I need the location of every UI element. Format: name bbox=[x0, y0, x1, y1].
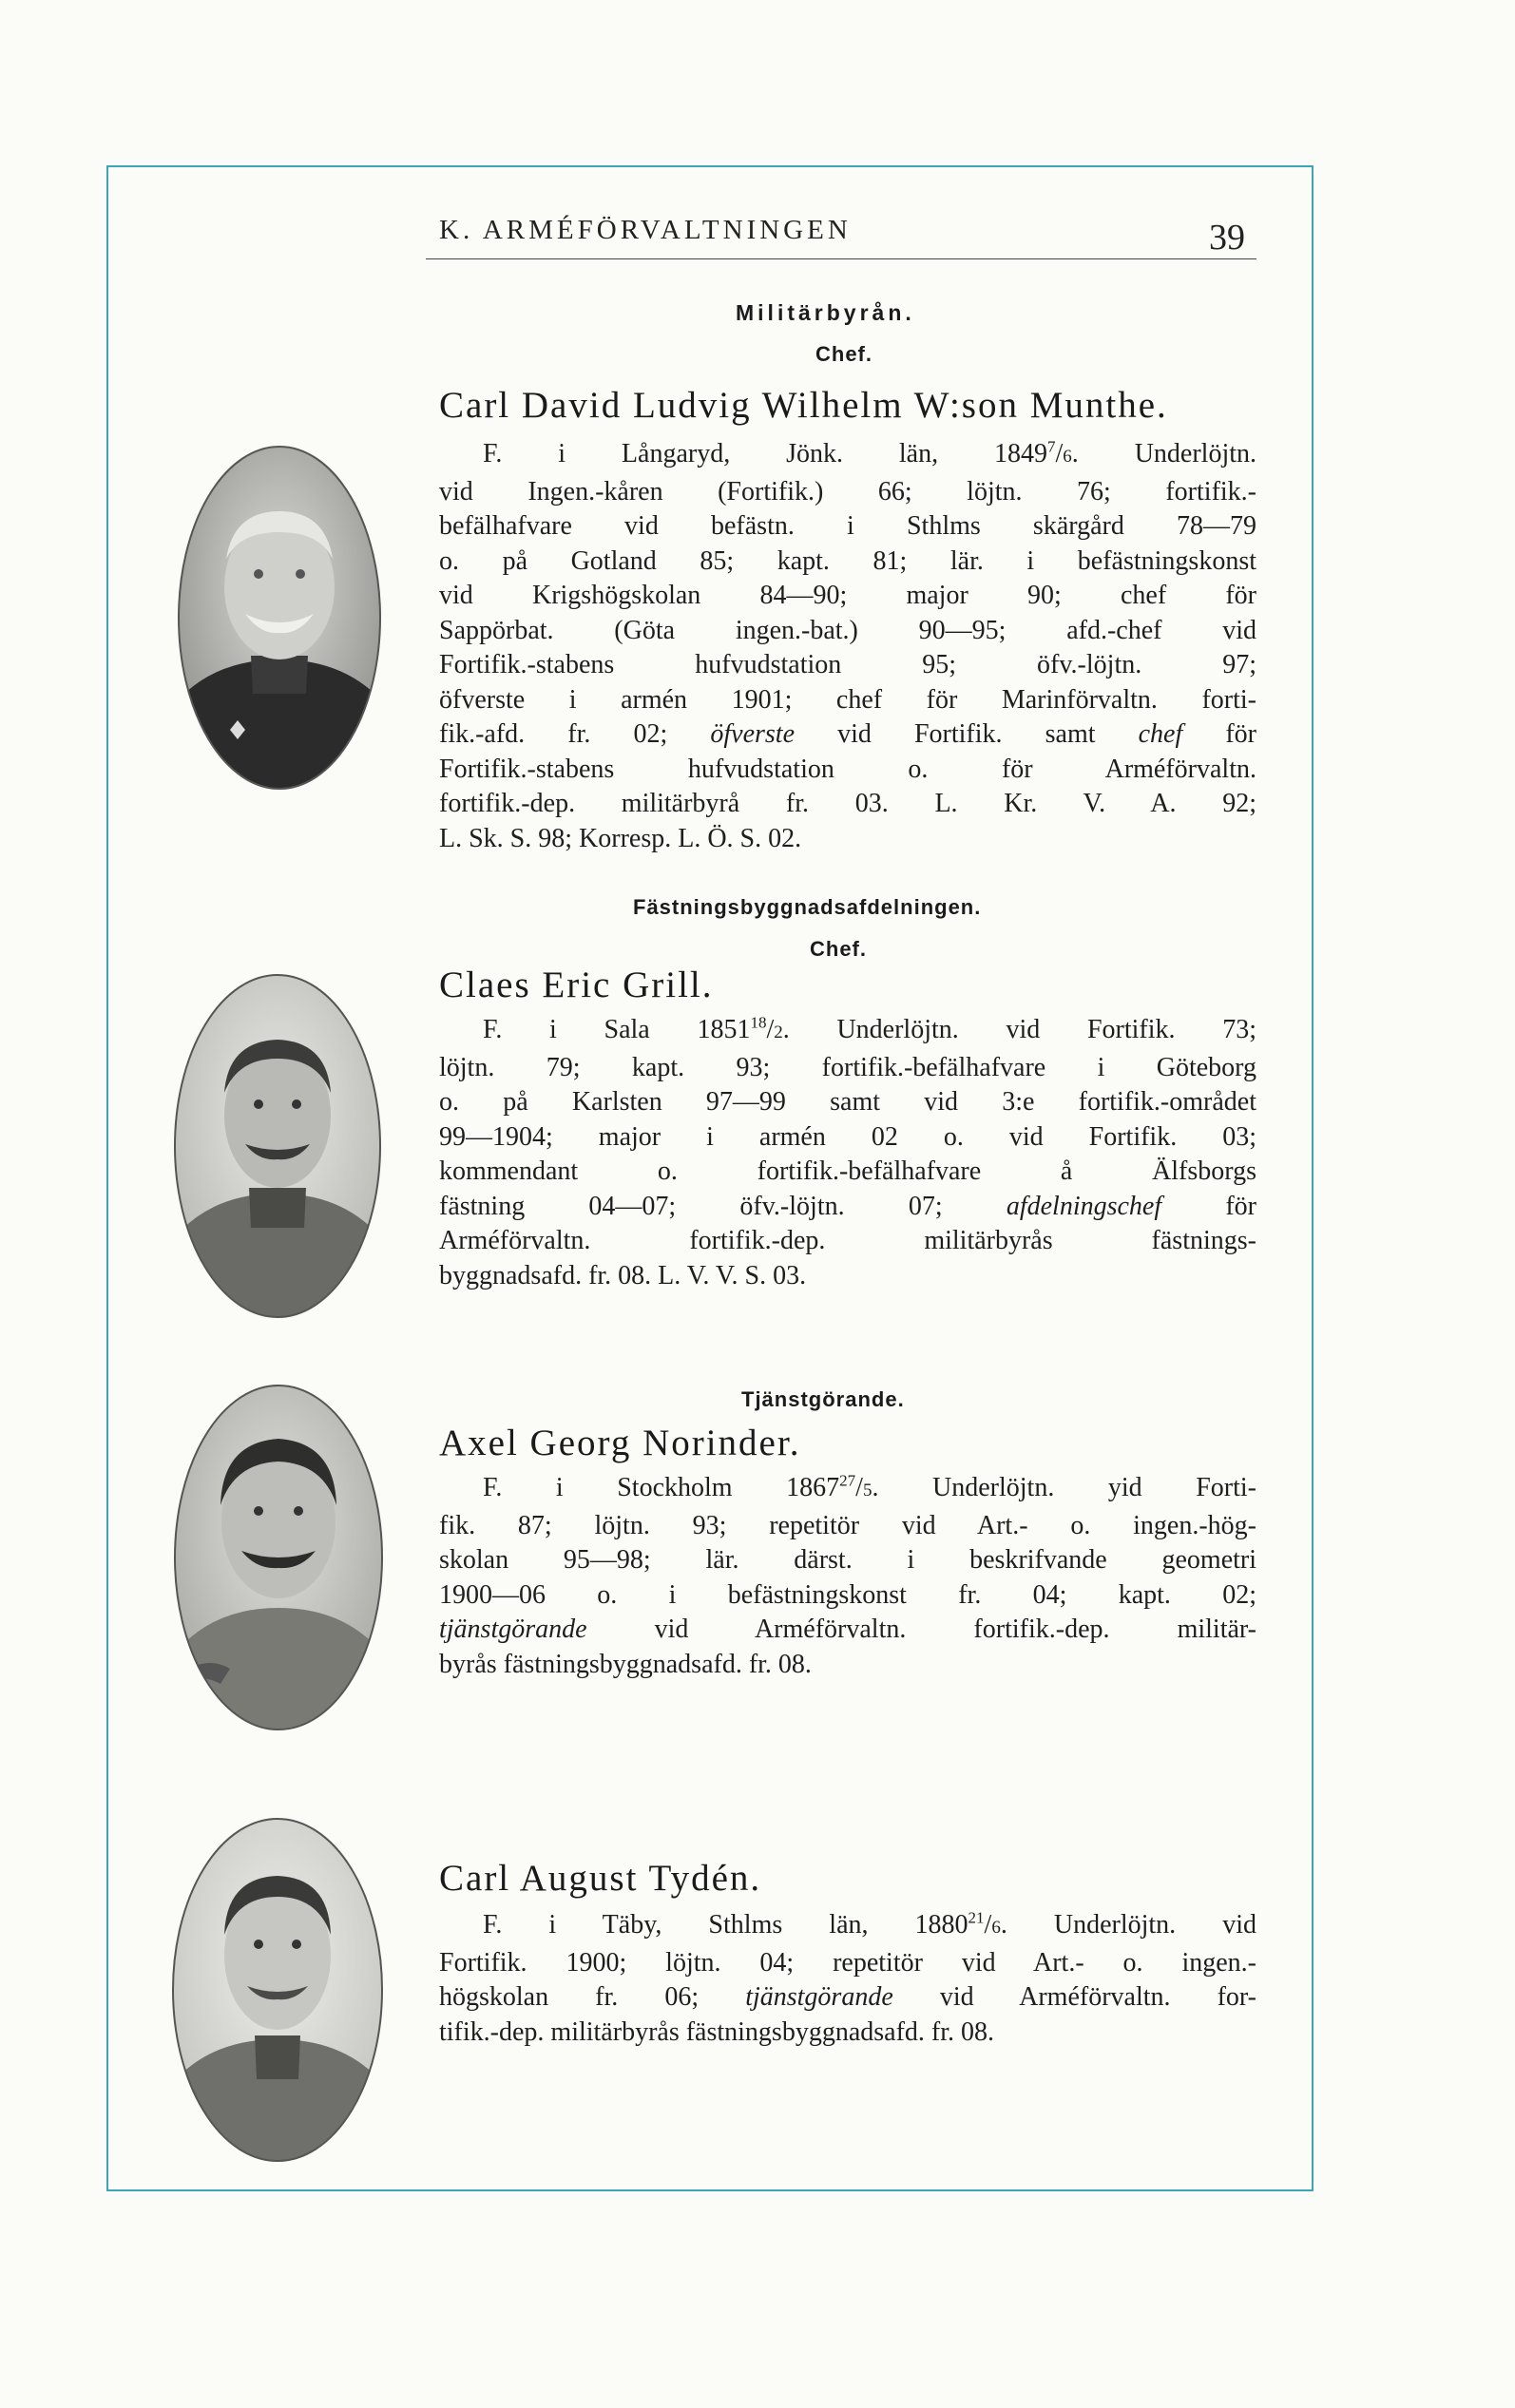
section-title-militarbyran: Militärbyrån. bbox=[736, 300, 915, 325]
bio-line: F. i Stockholm 1867$^{27}$/5. Underlöjtn. yid Forti- bbox=[483, 1471, 1257, 1502]
bio-line: 1900—06 o. i befästningskonst fr. 04; kapt. 02; bbox=[439, 1579, 1256, 1610]
bio-line: F. i Sala 1851$^{18}$/2. Underlöjtn. vid Fortifik. 73; bbox=[483, 1013, 1256, 1044]
section-title-tjanst: Tjänstgörande. bbox=[741, 1387, 905, 1411]
person-name: Carl August Tydén. bbox=[439, 1858, 762, 1899]
bio-line: öfverste i armén 1901; chef för Marinförvaltn. forti- bbox=[439, 684, 1256, 715]
bio-line: Fortifik.-stabens hufvudstation o. för Arméförvaltn. bbox=[439, 754, 1256, 784]
bio-line: löjtn. 79; kapt. 93; fortifik.-befälhafvare i Göteborg bbox=[439, 1052, 1256, 1082]
bio-line: tifik.-dep. militärbyrås fästningsbyggnadsafd. fr. 08. bbox=[439, 2016, 994, 2047]
bio-line: L. Sk. S. 98; Korresp. L. Ö. S. 02. bbox=[439, 823, 802, 853]
bio-line: byggnadsafd. fr. 08. L. V. V. S. 03. bbox=[439, 1260, 807, 1290]
bio-line: fortifik.-dep. militärbyrå fr. 03. L. Kr. V. A. 92; bbox=[439, 789, 1256, 818]
bio-line: byrås fästningsbyggnadsafd. fr. 08. bbox=[439, 1649, 812, 1679]
section-title-fastning: Fästningsbyggnadsafdelningen. bbox=[633, 895, 982, 919]
person-name: Axel Georg Norinder. bbox=[439, 1423, 801, 1463]
officer-portrait-icon bbox=[173, 973, 382, 1319]
section-role-chef: Chef. bbox=[810, 937, 867, 961]
bio-line: Fortifik. 1900; löjtn. 04; repetitör vid Art.- o. ingen.- bbox=[439, 1947, 1256, 1978]
bio-line: vid Ingen.-kåren (Fortifik.) 66; löjtn. 76; fortifik.- bbox=[439, 476, 1256, 506]
bio-line: skolan 95—98; lär. därst. i beskrifvande geometri bbox=[439, 1545, 1256, 1575]
bio-line: befälhafvare vid befästn. i Sthlms skärgård 78—79 bbox=[439, 511, 1256, 541]
bio-line: fik. 87; löjtn. 93; repetitör vid Art.- o. ingen.-hög- bbox=[439, 1510, 1256, 1540]
bio-line: o. på Gotland 85; kapt. 81; lär. i befästningskonst bbox=[439, 545, 1256, 576]
person-bio bbox=[439, 1013, 1256, 1293]
bio-line: kommendant o. fortifik.-befälhafvare å Älfsborgs bbox=[439, 1156, 1256, 1186]
person-name: Claes Eric Grill. bbox=[439, 965, 714, 1005]
page-number: 39 bbox=[1209, 218, 1245, 258]
section-role-chef: Chef. bbox=[815, 342, 873, 366]
bio-line: fik.-afd. fr. 02; öfverste vid Fortifik. samt chef för bbox=[439, 719, 1256, 749]
bio-line: o. på Karlsten 97—99 samt vid 3:e fortifik.-området bbox=[439, 1087, 1256, 1117]
officer-portrait-icon bbox=[171, 1817, 384, 2163]
bio-line: högskolan fr. 06; tjänstgörande vid Arméförvaltn. for- bbox=[439, 1982, 1256, 2012]
bio-line: Fortifik.-stabens hufvudstation 95; öfv.-löjtn. 97; bbox=[439, 650, 1256, 679]
bio-line: tjänstgörande vid Arméförvaltn. fortifik.-dep. militär- bbox=[439, 1615, 1256, 1644]
bio-line: F. i Långaryd, Jönk. län, 1849$^7$/6. Underlöjtn. bbox=[483, 437, 1257, 468]
person-bio bbox=[439, 437, 1256, 856]
header-rule bbox=[426, 258, 1256, 259]
bio-line: Sappörbat. (Göta ingen.-bat.) 90—95; afd.-chef vid bbox=[439, 615, 1256, 645]
running-title: K. ARMÉFÖRVALTNINGEN bbox=[439, 215, 852, 245]
officer-portrait-icon bbox=[173, 1384, 384, 1731]
bio-line: Arméförvaltn. fortifik.-dep. militärbyrås fästnings- bbox=[439, 1226, 1256, 1255]
bio-line: fästning 04—07; öfv.-löjtn. 07; afdelningschef för bbox=[439, 1191, 1256, 1221]
person-bio bbox=[439, 1471, 1256, 1682]
bio-line: vid Krigshögskolan 84—90; major 90; chef för bbox=[439, 581, 1256, 610]
officer-portrait-icon bbox=[177, 445, 382, 791]
person-name: Carl David Ludvig Wilhelm W:son Munthe. bbox=[439, 385, 1168, 426]
person-bio bbox=[439, 1908, 1256, 2050]
bio-line: F. i Täby, Sthlms län, 1880$^{21}$/6. Underlöjtn. vid bbox=[483, 1908, 1256, 1940]
bio-line: 99—1904; major i armén 02 o. vid Fortifik. 03; bbox=[439, 1121, 1256, 1152]
